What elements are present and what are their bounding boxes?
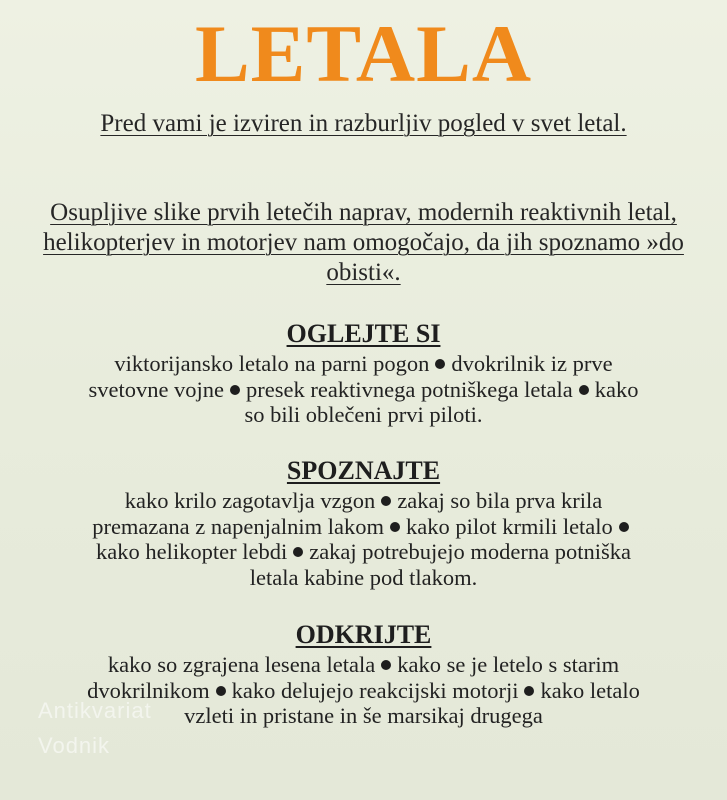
section-heading: OGLEJTE SI — [286, 319, 441, 348]
body-line — [20, 652, 707, 678]
bullet-icon — [216, 686, 226, 696]
body-phrase: zakaj so bila prva krila — [397, 488, 603, 513]
watermark-line: Antikvariat — [38, 698, 152, 723]
section-heading: ODKRIJTE — [295, 620, 432, 649]
bullet-icon — [435, 359, 445, 369]
intro-paragraph-2: Osupljive slike prvih letečih naprav, modernih reaktivnih letal, helikopterjev in motorjev nam omogočajo, da jih spoznamo »do obisti«. — [43, 199, 684, 286]
body-line — [20, 565, 707, 591]
body-phrase: kako se je letelo s starim — [397, 652, 620, 677]
section-heading: SPOZNAJTE — [286, 456, 441, 485]
body-phrase: kako pilot krmili letalo — [405, 513, 613, 539]
section-oglejte-si — [20, 319, 707, 428]
body-phrase: kako helikopter lebdi — [96, 539, 288, 564]
body-line — [20, 377, 707, 403]
body-phrase: dvokrilnikom — [87, 677, 210, 703]
bullet-icon — [619, 522, 629, 532]
body-phrase: dvokrilnik iz prve — [451, 351, 613, 376]
body-line — [20, 402, 707, 428]
body-phrase: zakaj potrebujejo moderna potniška — [309, 539, 631, 564]
bullet-icon — [230, 385, 240, 395]
body-phrase: kako — [594, 376, 639, 402]
body-line — [20, 514, 707, 540]
body-phrase: presek reaktivnega potniškega letala — [246, 376, 573, 402]
section-body — [20, 488, 707, 590]
body-phrase: kako delujejo reakcijski motorji — [231, 677, 519, 703]
body-phrase: letala kabine pod tlakom. — [249, 564, 478, 590]
body-phrase: vzleti in pristane in še marsikaj drugega — [184, 703, 543, 728]
section-spoznajte — [20, 456, 707, 590]
bullet-icon — [579, 385, 589, 395]
section-body — [20, 351, 707, 428]
body-line — [20, 488, 707, 514]
body-line — [20, 539, 707, 565]
body-line — [20, 351, 707, 377]
body-phrase: premazana z napenjalnim lakom — [92, 513, 384, 539]
intro-paragraph-1: Pred vami je izviren in razburljiv pogled v svet letal. — [100, 110, 627, 137]
bullet-icon — [524, 686, 534, 696]
bullet-icon — [381, 496, 391, 506]
body-phrase: viktorijansko letalo na parni pogon — [114, 351, 430, 376]
body-phrase: kako letalo — [540, 677, 640, 703]
watermark-line: Vodnik — [38, 733, 111, 758]
body-phrase: svetovne vojne — [88, 376, 225, 402]
book-title: LETALA — [194, 8, 533, 99]
body-phrase: so bili oblečeni prvi piloti. — [244, 402, 483, 427]
bullet-icon — [293, 547, 303, 557]
bullet-icon — [390, 522, 400, 532]
body-phrase: kako so zgrajena lesena letala — [107, 652, 376, 677]
body-phrase: kako krilo zagotavlja vzgon — [124, 488, 376, 513]
bullet-icon — [381, 660, 391, 670]
